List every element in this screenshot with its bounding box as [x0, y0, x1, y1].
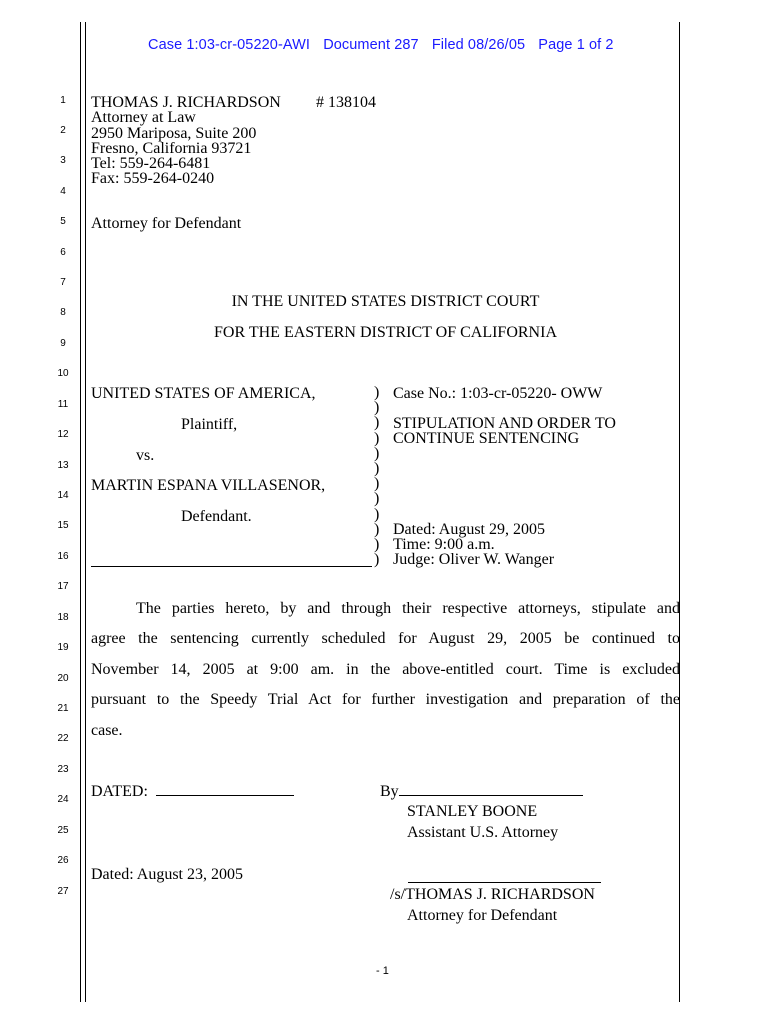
court-title-line2: FOR THE EASTERN DISTRICT OF CALIFORNIA: [214, 324, 557, 341]
defendant-label: Defendant.: [181, 508, 252, 525]
dated-blank: [156, 795, 294, 796]
line-number: 19: [57, 642, 69, 653]
page-number: - 1: [376, 965, 389, 977]
body-line: case.: [91, 722, 123, 739]
line-number: 25: [57, 825, 69, 836]
line-number: 10: [57, 368, 69, 379]
line-number: 26: [57, 855, 69, 866]
filed-date-header: Filed 08/26/05: [431, 37, 526, 53]
document-number-header: Document 287: [323, 37, 419, 53]
dated-label: DATED:: [91, 783, 148, 800]
line-number: 21: [57, 703, 69, 714]
right-margin-line: [679, 22, 680, 1002]
attorney-telephone: Tel: 559-264-6481: [91, 155, 211, 172]
hearing-date: Dated: August 29, 2005: [393, 521, 545, 538]
dated-line: [91, 783, 294, 801]
left-margin-line-2: [85, 22, 86, 1002]
line-number: 2: [60, 125, 66, 136]
caption-rule: [91, 566, 372, 567]
hearing-time: Time: 9:00 a.m.: [393, 536, 495, 553]
plaintiff-label: Plaintiff,: [181, 416, 238, 433]
line-number: 1: [60, 95, 66, 106]
line-number: 23: [57, 764, 69, 775]
line-number: 13: [57, 460, 69, 471]
judge-name: Judge: Oliver W. Wanger: [393, 551, 555, 568]
line-number: 24: [57, 794, 69, 805]
court-title-line1: IN THE UNITED STATES DISTRICT COURT: [231, 293, 540, 310]
line-number: 9: [60, 338, 66, 349]
document-title-line1: STIPULATION AND ORDER TO: [393, 415, 616, 432]
body-line: pursuant to the Speedy Trial Act for further investigation and preparation of the: [91, 691, 680, 708]
line-number: 14: [57, 490, 69, 501]
by-line: [380, 783, 583, 801]
attorney-bar-number: # 138104: [316, 94, 376, 111]
line-number: 12: [57, 429, 69, 440]
case-number: Case No.: 1:03-cr-05220- OWW: [393, 385, 603, 402]
attorney-title: Attorney at Law: [91, 109, 196, 126]
attorney-address-line1: 2950 Mariposa, Suite 200: [91, 125, 257, 142]
document-title-line2: CONTINUE SENTENCING: [393, 430, 580, 447]
line-number: 20: [57, 673, 69, 684]
attorney-fax: Fax: 559-264-0240: [91, 170, 215, 187]
attorney-name: THOMAS J. RICHARDSON: [91, 94, 281, 111]
line-number: 7: [60, 277, 66, 288]
gov-signature-blank: [399, 795, 583, 796]
page-count-header: Page 1 of 2: [538, 37, 614, 53]
line-number: 16: [57, 551, 69, 562]
versus-label: vs.: [136, 447, 155, 464]
defendant-name: MARTIN ESPANA VILLASENOR,: [91, 477, 326, 494]
line-number: 5: [60, 216, 66, 227]
defense-dated: Dated: August 23, 2005: [91, 866, 243, 883]
line-number: 18: [57, 612, 69, 623]
line-number: 6: [60, 247, 66, 258]
attorney-role: Attorney for Defendant: [91, 215, 242, 232]
body-line: The parties hereto, by and through their respective attorneys, stipulate and: [136, 600, 680, 617]
caption-parenthesis-divider: ) ) ) ) ) ) ) ) ) ) ) ): [374, 384, 380, 569]
gov-attorney-title: Assistant U.S. Attorney: [407, 824, 559, 841]
gov-attorney-name: STANLEY BOONE: [407, 803, 538, 820]
line-number: 11: [57, 399, 69, 410]
line-number: 4: [60, 186, 66, 197]
line-number: 17: [57, 581, 69, 592]
defense-signature-blank: [408, 866, 601, 883]
plaintiff-name: UNITED STATES OF AMERICA,: [91, 385, 316, 402]
line-number: 27: [57, 886, 69, 897]
case-number-header: Case 1:03-cr-05220-AWI: [148, 37, 311, 53]
filing-header: [148, 37, 623, 53]
attorney-address-line2: Fresno, California 93721: [91, 140, 252, 157]
left-margin-line-1: [80, 22, 81, 1002]
by-label: By: [380, 783, 399, 800]
body-line: November 14, 2005 at 9:00 am. in the above-entitled court. Time is excluded: [91, 661, 680, 678]
defense-signature: /s/THOMAS J. RICHARDSON: [390, 886, 595, 903]
line-number: 8: [60, 307, 66, 318]
line-number: 22: [57, 733, 69, 744]
line-number: 3: [60, 155, 66, 166]
body-line: agree the sentencing currently scheduled for August 29, 2005 be continued to: [91, 630, 680, 647]
defense-attorney-title: Attorney for Defendant: [407, 907, 558, 924]
line-number: 15: [57, 520, 69, 531]
